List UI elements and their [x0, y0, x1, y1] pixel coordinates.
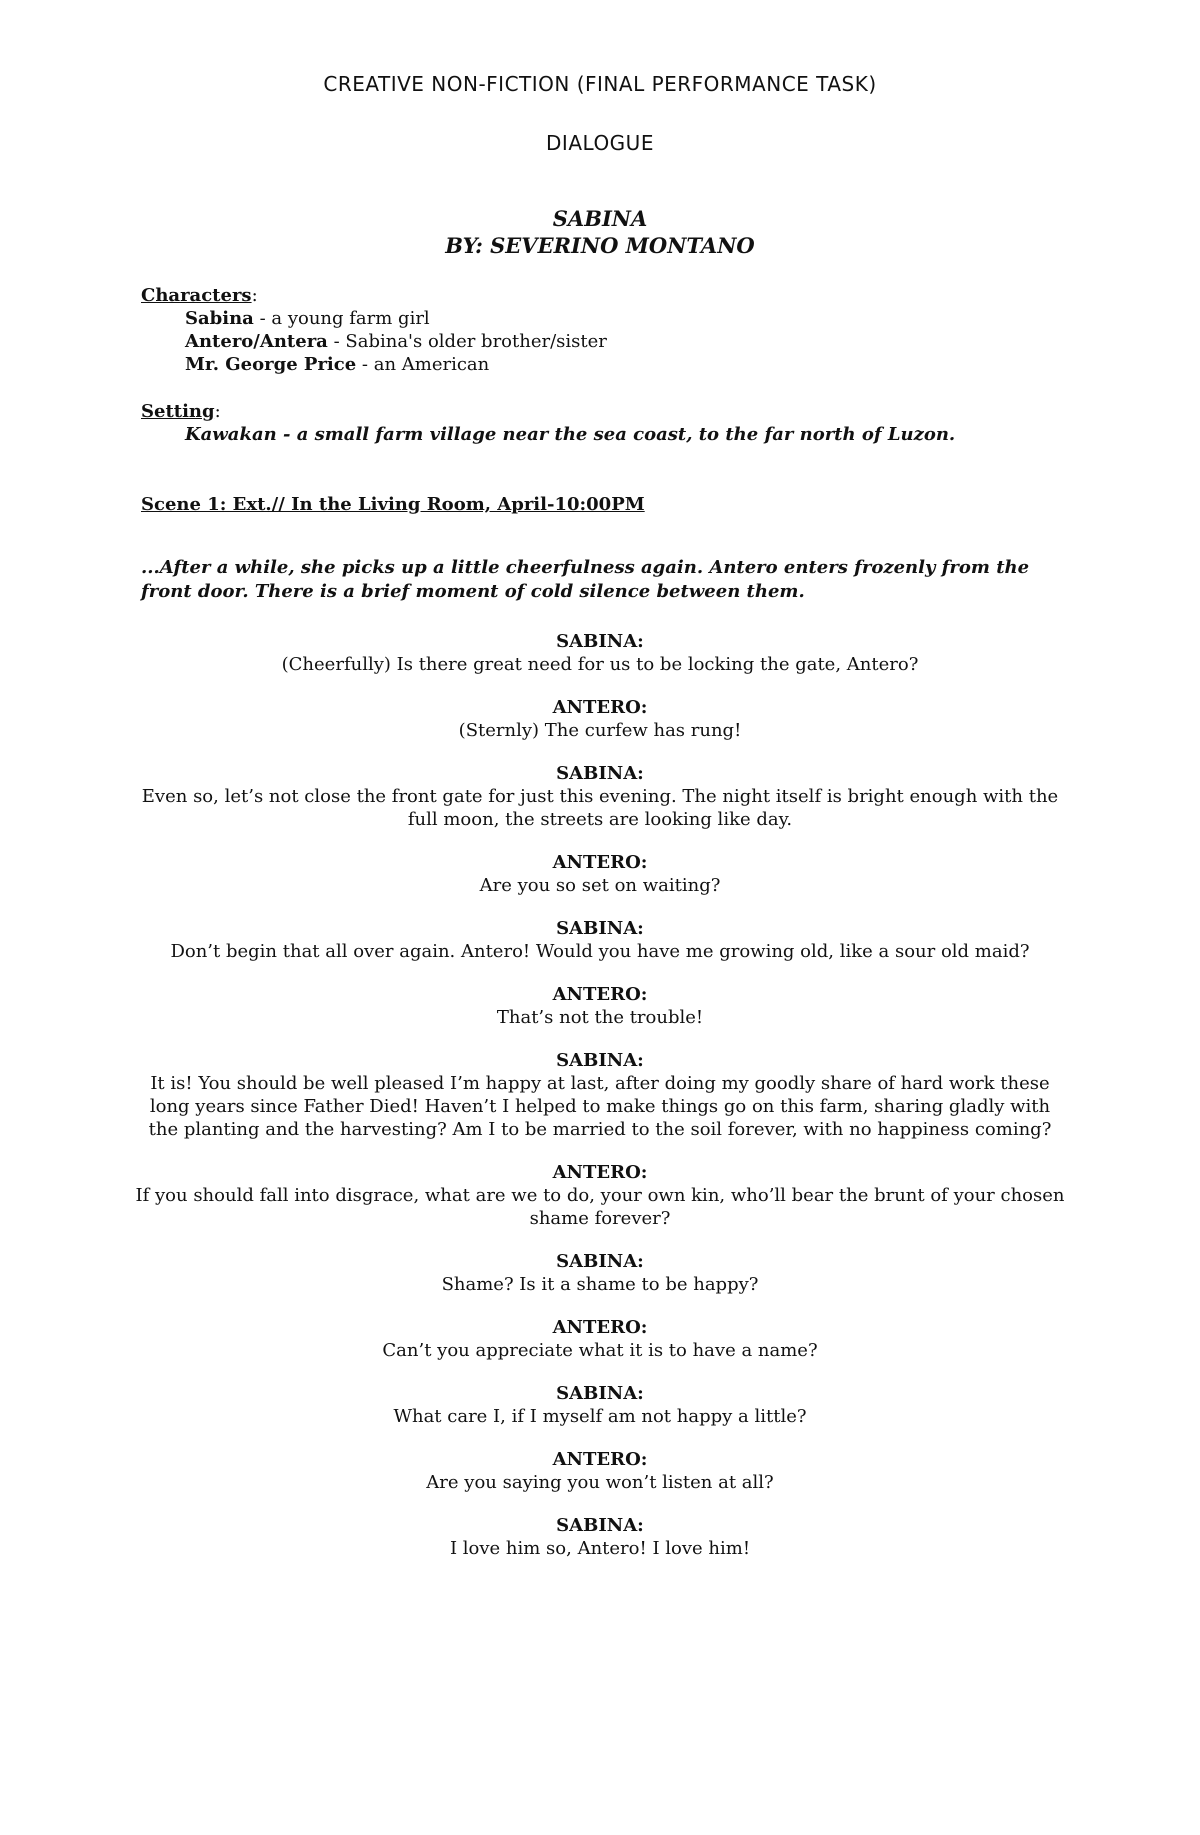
characters-section: Characters: Sabina - a young farm girl Antero/Antera - Sabina's older brother/sister Mr. George Price - an American — [141, 284, 1071, 376]
setting-section: Setting: Kawakan - a small farm village near the sea coast, to the far north of Luzon. — [141, 400, 1071, 446]
speaker-name: ANTERO: — [552, 1162, 648, 1183]
speaker-name: SABINA: — [556, 918, 644, 939]
character-item — [141, 353, 1071, 376]
character-name: Mr. George Price — [185, 354, 357, 375]
dialogue-turn — [0, 1316, 1200, 1362]
speaker-name: ANTERO: — [552, 1317, 648, 1338]
dialogue-line: That’s not the trouble! — [496, 1007, 704, 1028]
dialogue-line: What care I, if I myself am not happy a little? — [393, 1406, 807, 1427]
play-title: SABINA — [552, 206, 648, 231]
scene-heading: Scene 1: Ext.// In the Living Room, April-10:00PM — [141, 494, 645, 515]
speaker-name: ANTERO: — [552, 697, 648, 718]
character-item — [141, 307, 1071, 330]
speaker-name: SABINA: — [556, 631, 644, 652]
dialogue-section — [0, 630, 1200, 1580]
dialogue-turn — [0, 762, 1200, 831]
dialogue-turn — [0, 696, 1200, 742]
character-desc: - an American — [356, 354, 490, 375]
dialogue-turn — [0, 1250, 1200, 1296]
dialogue-turn — [0, 1161, 1200, 1230]
dialogue-line: Even so, let’s not close the front gate for just this evening. The night itself is bright enough with the full moon, the streets are looking like day. — [141, 786, 1059, 830]
speaker-name: ANTERO: — [552, 852, 648, 873]
dialogue-turn — [0, 983, 1200, 1029]
character-name: Antero/Antera — [185, 331, 328, 352]
character-desc: - a young farm girl — [253, 308, 430, 329]
dialogue-turn — [0, 1382, 1200, 1428]
speaker-name: SABINA: — [556, 1251, 644, 1272]
document-type-heading: DIALOGUE — [546, 131, 654, 155]
play-author: BY: SEVERINO MONTANO — [445, 233, 755, 258]
setting-description: Kawakan - a small farm village near the sea coast, to the far north of Luzon. — [185, 424, 956, 445]
speaker-name: SABINA: — [556, 1383, 644, 1404]
dialogue-turn — [0, 851, 1200, 897]
dialogue-turn — [0, 630, 1200, 676]
dialogue-line: Are you so set on waiting? — [479, 875, 721, 896]
speaker-name: ANTERO: — [552, 984, 648, 1005]
stage-direction: ...After a while, she picks up a little cheerfulness again. Antero enters frozenly from the front door. There is a brief moment of cold silence between them. — [141, 557, 1030, 602]
character-desc: - Sabina's older brother/sister — [327, 331, 607, 352]
dialogue-line: (Sternly) The curfew has rung! — [458, 720, 742, 741]
course-heading: CREATIVE NON-FICTION (FINAL PERFORMANCE TASK) — [323, 72, 877, 96]
dialogue-turn — [0, 1448, 1200, 1494]
dialogue-line: I love him so, Antero! I love him! — [449, 1538, 751, 1559]
dialogue-line: (Cheerfully) Is there great need for us to be locking the gate, Antero? — [281, 654, 919, 675]
dialogue-line: It is! You should be well pleased I’m happy at last, after doing my goodly share of hard work these long years since Father Died! Haven’t I helped to make things go on this farm, sharing gladly with the planting and the harvesting? Am I to be married to the soil forever, with no happiness coming? — [148, 1073, 1052, 1140]
speaker-name: SABINA: — [556, 1515, 644, 1536]
speaker-name: ANTERO: — [552, 1449, 648, 1470]
dialogue-line: Don’t begin that all over again. Antero! Would you have me growing old, like a sour old maid? — [170, 941, 1030, 962]
speaker-name: SABINA: — [556, 763, 644, 784]
dialogue-turn — [0, 917, 1200, 963]
characters-heading: Characters — [141, 285, 252, 306]
dialogue-line: Shame? Is it a shame to be happy? — [441, 1274, 759, 1295]
character-name: Sabina — [185, 308, 254, 329]
dialogue-turn — [0, 1514, 1200, 1560]
speaker-name: SABINA: — [556, 1050, 644, 1071]
character-item — [141, 330, 1071, 353]
setting-heading: Setting — [141, 401, 215, 422]
dialogue-turn — [0, 1049, 1200, 1141]
dialogue-line: If you should fall into disgrace, what are we to do, your own kin, who’ll bear the brunt of your chosen shame forever? — [135, 1185, 1065, 1229]
dialogue-line: Are you saying you won’t listen at all? — [426, 1472, 774, 1493]
dialogue-line: Can’t you appreciate what it is to have a name? — [382, 1340, 818, 1361]
